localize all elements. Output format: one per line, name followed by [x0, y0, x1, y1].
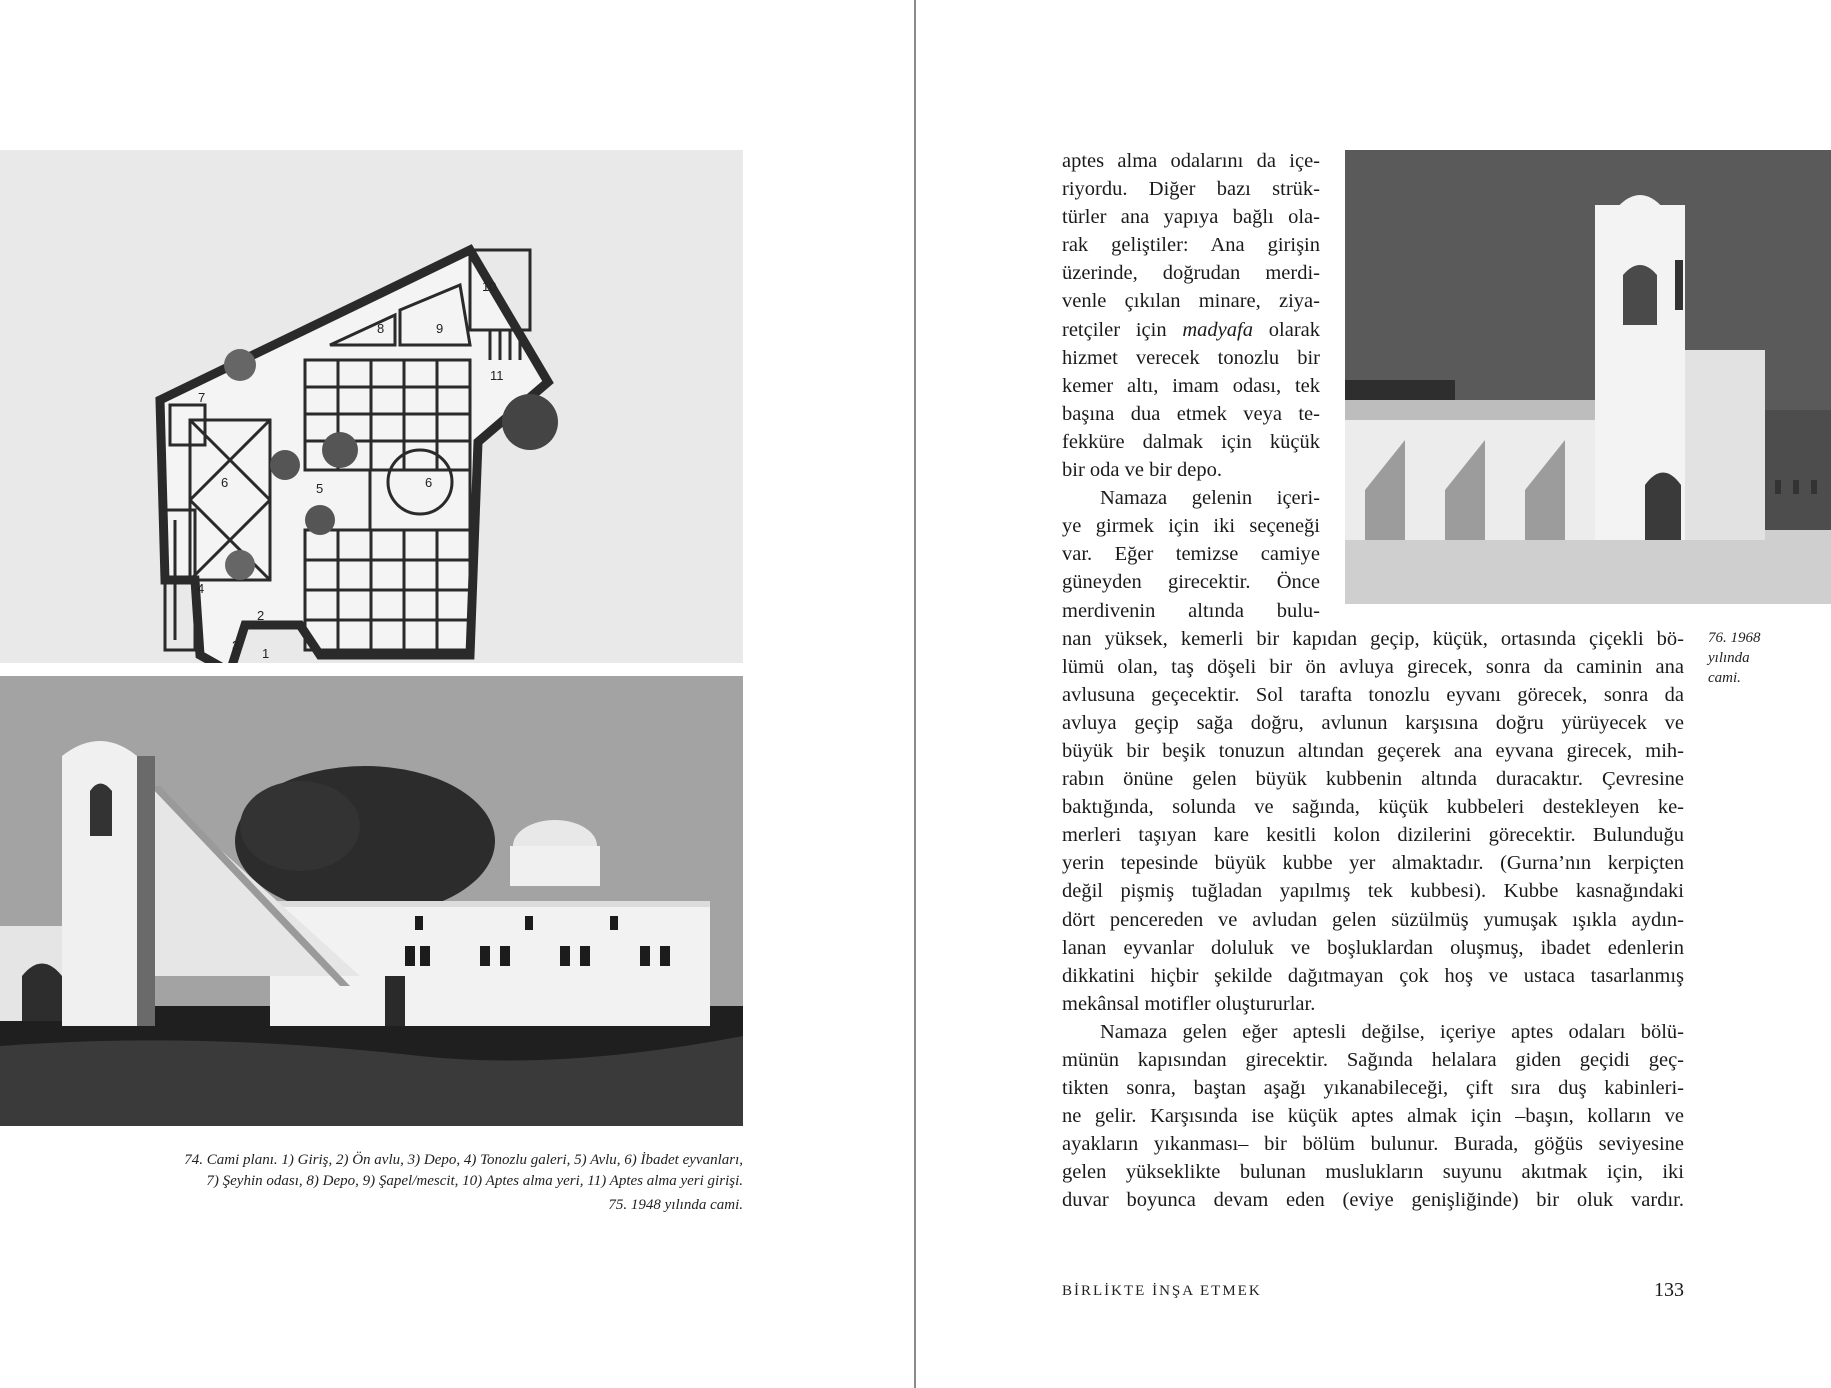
- caption-line-2: 7) Şeyhin odası, 8) Depo, 9) Şapel/mescit, 10) Aptes alma yeri, 11) Aptes alma yeri girişi.: [206, 1173, 743, 1189]
- plan-label-11: 11: [490, 368, 504, 383]
- body-line: fekküre dalmak için küçük: [1062, 430, 1320, 453]
- plan-label-9: 9: [436, 321, 444, 336]
- body-line: başına dua etmek veya te-: [1062, 402, 1320, 425]
- body-line: duvar boyunca devam eden (eviye genişliğinde) bir oluk vardır.: [1062, 1189, 1684, 1212]
- body-line: Namaza gelen eğer aptesli değilse, içeriye aptes odaları bölü-: [1100, 1020, 1684, 1043]
- plan-label-6a: 6: [221, 475, 229, 490]
- plan-label-2: 2: [257, 608, 265, 623]
- body-text: [1062, 147, 1684, 1215]
- body-line: tikten sonra, baştan aşağı yıkanabileceği, çift sıra duş kabinleri-: [1062, 1077, 1684, 1100]
- plan-label-4: 4: [197, 581, 205, 596]
- body-line: dikkatini hiçbir şekilde dağıtmayan çok hoş ve ustaca tasarlanmış: [1062, 964, 1684, 987]
- mosque-plan-drawing: [0, 150, 743, 663]
- plan-label-5: 5: [316, 481, 324, 496]
- body-line: üzerinde, doğrudan merdi-: [1062, 262, 1320, 285]
- running-head: BİRLİKTE İNŞA ETMEK: [1062, 1283, 1262, 1299]
- madyafa-emphasis: madyafa: [1182, 318, 1253, 341]
- body-line: türler ana yapıya bağlı ola-: [1062, 206, 1320, 229]
- plan-label-3: 3: [232, 638, 240, 653]
- plan-label-6b: 6: [425, 475, 433, 490]
- body-line: güneyden girecektir. Önce: [1062, 571, 1320, 594]
- body-line: lanan eyvanlar doluluk ve boşluklardan oluşmuş, ibadet edenlerin: [1062, 936, 1684, 959]
- body-line: rabın önüne gelen büyük kubbenin altında duracaktır. Çevresine: [1062, 768, 1684, 791]
- plan-label-1: 1: [262, 646, 270, 661]
- body-line-madyafa: [1062, 316, 1320, 344]
- body-line: merdivenin altında bulu-: [1062, 599, 1320, 622]
- mosque-plan-figure: [0, 150, 743, 663]
- body-line: Namaza gelenin içeri-: [1100, 487, 1320, 510]
- body-line: münün kapısından girecektir. Sağında helalara giden geçidi geç-: [1062, 1049, 1684, 1071]
- body-line: gelen yükseklikte bulunan muslukların suyunu akıtmak için, iki: [1062, 1161, 1684, 1184]
- body-line: ayakların yıkanması– bir bölüm bulunur. Burada, göğüs seviyesine: [1062, 1133, 1684, 1156]
- plan-label-10: 10: [482, 279, 497, 294]
- body-line: bir oda ve bir depo.: [1062, 459, 1222, 482]
- caption-right-line-3: cami.: [1708, 670, 1741, 686]
- plan-label-7: 7: [198, 390, 206, 405]
- caption-line-3: 75. 1948 yılında cami.: [608, 1197, 743, 1213]
- page-number: 133: [1654, 1279, 1684, 1301]
- photo-1968-caption: [1708, 628, 1818, 688]
- body-line: merleri taşıyan kare kesitli kolon dizilerini görecektir. Bulunduğu: [1062, 824, 1684, 847]
- body-line: baktığında, solunda ve sağında, küçük kubbeleri destekleyen ke-: [1062, 796, 1684, 819]
- mosque-photo-1948: [0, 676, 743, 1126]
- body-line: avluya geçip sağa doğru, avlunun karşısına doğru yürüyecek ve: [1062, 711, 1684, 734]
- body-line: avlusuna geçecektir. Sol tarafta tonozlu eyvanı görecek, sonra da: [1062, 683, 1684, 706]
- body-line: ne gelir. Karşısında ise küçük aptes almak için –başın, kolların ve: [1062, 1105, 1684, 1128]
- caption-right-line-2: yılında: [1708, 650, 1750, 666]
- body-line: büyük bir beşik tonuzun altından geçerek ana eyvana girecek, mih-: [1062, 739, 1684, 762]
- caption-right-line-1: 76. 1968: [1708, 630, 1761, 646]
- body-line: aptes alma odalarını da içe-: [1062, 150, 1320, 172]
- body-line: kemer altı, imam odası, tek: [1062, 374, 1320, 397]
- caption-line-1: 74. Cami planı. 1) Giriş, 2) Ön avlu, 3) Depo, 4) Tonozlu galeri, 5) Avlu, 6) İbadet eyvanları,: [184, 1152, 743, 1168]
- body-line: değil pişmiş tuğladan yapılmış tek kubbesi). Kubbe kasnağındaki: [1062, 880, 1684, 903]
- body-line: ye girmek için iki seçeneği: [1062, 515, 1320, 538]
- body-line: rak geliştiler: Ana girişin: [1062, 234, 1320, 257]
- body-line: riyordu. Diğer bazı strük-: [1062, 178, 1320, 201]
- body-line: hizmet verecek tonozlu bir: [1062, 346, 1320, 369]
- madyafa-after: olarak: [1252, 318, 1320, 341]
- body-line: mekânsal motifler oluştururlar.: [1062, 992, 1316, 1015]
- body-line: lümü olan, taş döşeli bir ön avluya girecek, sonra da caminin ana: [1062, 655, 1684, 678]
- book-gutter: [914, 0, 916, 1388]
- mosque-photo-1948-drawing: [0, 676, 743, 1126]
- body-line: dört pencereden ve avludan gelen süzülmüş yumuşak ışıkla aydın-: [1062, 908, 1684, 931]
- madyafa-before: retçiler için: [1062, 318, 1183, 341]
- body-line: var. Eğer temizse camiye: [1062, 543, 1320, 566]
- body-line: nan yüksek, kemerli bir kapıdan geçip, küçük, ortasında çiçekli bö-: [1062, 627, 1684, 650]
- plan-and-photo-caption: [110, 1150, 743, 1216]
- body-line: venle çıkılan minare, ziya-: [1062, 290, 1320, 313]
- plan-label-8: 8: [377, 321, 385, 336]
- body-line: yerin tepesinde büyük kubbe yer almaktadır. (Gurna’nın kerpiçten: [1062, 852, 1684, 875]
